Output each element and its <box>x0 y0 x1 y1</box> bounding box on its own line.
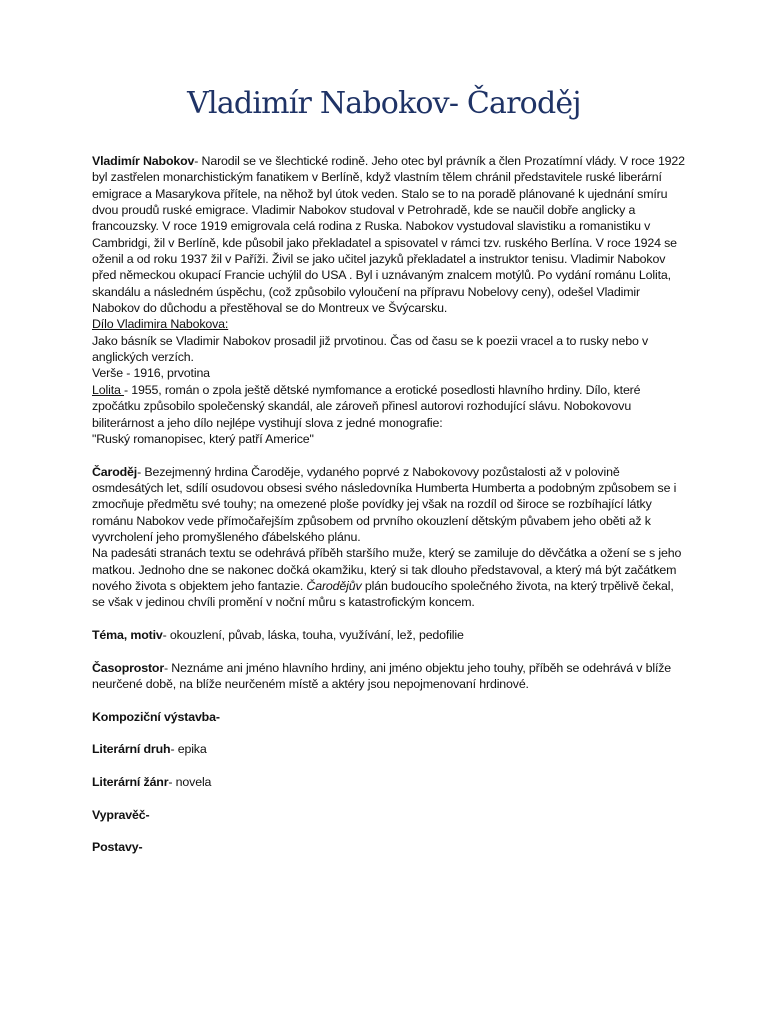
zanr-label: Literární žánr <box>92 775 169 790</box>
postavy-line <box>92 839 686 855</box>
druh-line <box>92 741 686 757</box>
document-body <box>92 153 686 856</box>
lolita-label: Lolita <box>92 382 125 397</box>
zanr-value: - novela <box>168 775 212 790</box>
carodej-paragraph-1 <box>92 464 686 546</box>
zanr-line <box>92 774 686 790</box>
vypravec-line <box>92 807 686 823</box>
document-title: Vladimír Nabokov- Čaroděj <box>187 86 581 121</box>
tema-line <box>92 627 686 643</box>
kompozicni-label: Kompoziční výstavba- <box>92 709 220 724</box>
works-quote: "Ruský romanopisec, který patří Americe" <box>92 431 314 446</box>
works-intro: Jako básník se Vladimir Nabokov prosadil již prvotinou. Čas od času se k poezii vracel a to rusky nebo v anglických verzích. <box>92 333 649 365</box>
druh-label: Literární druh <box>92 742 171 757</box>
spacer <box>92 447 686 463</box>
lolita-text: - 1955, román o zpola ještě dětské nymfomance a erotické posedlosti hlavního hrdiny. Dílo, které zpočátku způsobilo společenský skandál, ale zároveň přinesl autorovi rozhodující slávu. Nobokovovu biliterárnost a jeho dílo nejlépe vystihují slova z jedné monografie: <box>92 382 641 430</box>
spacer <box>92 790 686 806</box>
spacer <box>92 725 686 741</box>
works-verse: Verše - 1916, prvotina <box>92 366 210 381</box>
spacer <box>92 692 686 708</box>
druh-value: - epika <box>170 742 207 757</box>
carodej-label: Čaroděj <box>92 464 138 479</box>
spacer <box>92 643 686 659</box>
spacer <box>92 823 686 839</box>
carodej-text-2a: Na padesáti stranách textu se odehrává příběh staršího muže, který se zamiluje do děvčátka a ožení se s jeho matkou. Jednoho dne se nakonec dočká okamžiku, který si tak dlouho představoval, a který má být začátkem nového života s objektem jeho fantazie. <box>92 546 682 593</box>
carodej-text-1: - Bezejmenný hrdina Čaroděje, vydaného poprvé z Nabokovovy pozůstalosti až v polovině osmdesátých let, sdílí osudovou obsesi svého následovníka Humberta Humberta a podobným způsobem se i zmocňuje předmětu své touhy; na omezené ploše povídky jej však na rozdíl od široce se rozbíhající látky románu Nabokov vede přímočařejším způsobem od prvního okouzlení dětským půvabem jeho oběti až k vyvrcholení jeho promyšleného ďábelského plánu. <box>92 464 677 544</box>
kompozicni-line <box>92 709 686 725</box>
vypravec-label: Vypravěč- <box>92 807 150 822</box>
carodej-italic: Čarodějův <box>306 578 362 593</box>
casoprostor-label: Časoprostor <box>92 660 165 675</box>
bio-text: - Narodil se ve šlechtické rodině. Jeho otec byl právník a člen Prozatímní vlády. V roce 1922 byl zastřelen monarchistickým fanatikem v Berlíně, když vlastním tělem chránil představitele ruské liberární emigrace a Masarykova přítele, na něhož byl útok veden. Stalo se to na poradě plánované k ujednání smíru dvou proudů ruské emigrace. Vladimir Nabokov studoval v Petrohradě, kde se naučil dobře anglicky a francouzsky. V roce 1919 emigrovala celá rodina z Ruska. Nabokov vystudoval slavistiku a romanistiku v Cambridgi, žil v Berlíně, kde působil jako překladatel a spisovatel v rámci tzv. ruského Berlína. V roce 1924 se oženil a od roku 1937 žil v Paříži. Živil se jako učitel jazyků překladatel a instruktor tenisu. Vladimir Nabokov před německou okupací Francie uchýlil do USA . Byl i uznávaným znalcem motýlů. Po vydání románu Lolita, skandálu a následném úspěchu, (což způsobilo vyloučení na přípravu Nobelovy ceny), odešel Vladimir Nabokov do důchodu a přestěhoval se do Montreux ve Švýcarsku. <box>92 154 685 316</box>
works-heading: Dílo Vladimira Nabokova: <box>92 317 229 332</box>
bio-paragraph <box>92 153 686 316</box>
carodej-paragraph-2 <box>92 545 686 610</box>
carodej-text-2b: plán budoucího společného života, na který trpělivě čekal, se však v jedinou chvíli promění v noční můru s katastrofickým koncem. <box>92 578 674 610</box>
spacer <box>92 758 686 774</box>
postavy-label: Postavy- <box>92 840 143 855</box>
author-name: Vladimír Nabokov <box>92 154 195 168</box>
tema-value: - okouzlení, půvab, láska, touha, využívání, lež, pedofilie <box>162 627 464 642</box>
spacer <box>92 611 686 627</box>
casoprostor-paragraph <box>92 660 686 693</box>
tema-label: Téma, motiv <box>92 627 163 642</box>
lolita-paragraph <box>92 382 686 431</box>
works-heading-line <box>92 316 686 332</box>
casoprostor-value: - Neznáme ani jméno hlavního hrdiny, ani jméno objektu jeho touhy, příběh se odehrává v blíže neurčené době, na blíže neurčeném místě a aktéry jsou nepojmenovaní hrdinové. <box>92 660 672 691</box>
